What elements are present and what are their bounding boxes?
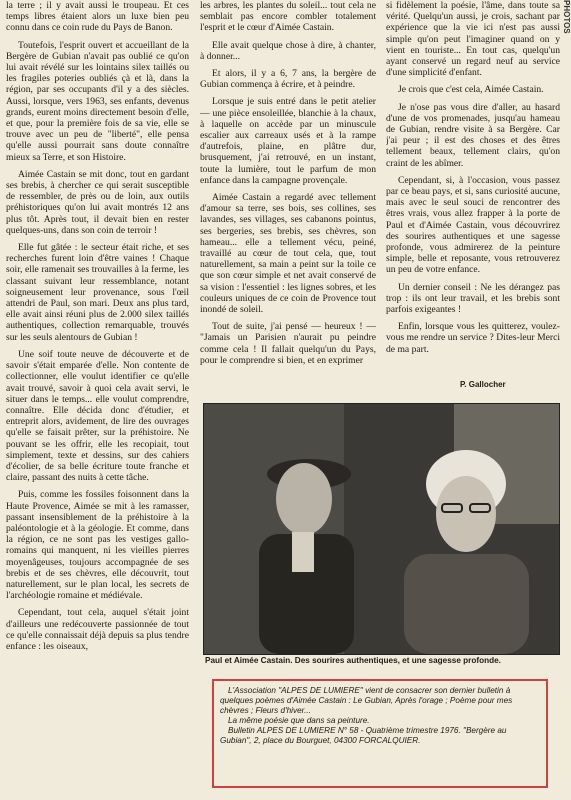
paragraph: Elle avait quelque chose à dire, à chanter, à donner... (200, 39, 376, 62)
paragraph: si fidèlement la poésie, l'âme, dans toute sa vérité. Quelqu'un aussi, je crois, sachant par expérience que la vie ici n'est pas aussi simple qu'on peut l'imaginer quand on y vient en touriste... En tout cas, quelqu'un ayant conservé un regard neuf au service d'une simplicité d'enfant. (386, 0, 560, 79)
paragraph: Enfin, lorsque vous les quitterez, voulez-vous me rendre un service ? Dites-leur Merci de ma part. (386, 321, 560, 355)
paragraph: Elle fut gâtée : le secteur était riche, et ses recherches furent loin d'être vaines ! Chaque soir, elle ramenait ses trouvailles à la ferme, les classant suivant leur ressemblance, notant soigneusement leur provenance, sous l'œil attendri de Paul, son mari. Deux ans plus tard, elle avait ainsi réuni plus de 2.000 silex taillés authentiques, collection remarquable, trouvés sur les seuls alentours de Gubian ! (6, 242, 189, 343)
paragraph: Lorsque je suis entré dans le petit atelier — une pièce ensoleillée, blanchie à la chaux, à laquelle on accède par un minuscule escalier aux carreaux usés et à la rampe d'autrefois, plaine, en plâtre dur, brusquement, j'ai retrouvé, en un instant, toute la lumière, tout le parfum de mon enfance dans la campagne provençale. (200, 96, 376, 186)
article-column-2 (200, 0, 376, 445)
author-signature: P. Gallocher (460, 380, 506, 389)
photo-illustration (204, 404, 559, 654)
paragraph: Un dernier conseil : Ne les dérangez pas trop : ils ont leur travail, et les brebis sont parfois exigeantes ! (386, 281, 560, 316)
paragraph: Aimée Castain a regardé avec tellement d'amour sa terre, ses bois, ses collines, ses lavandes, ses villages, ses cabanons pointus, ses bergeries, ses brebis, ses chèvres, son hameau... elle a tellement vécu, peiné, travaillé au cœur de tout cela, que, tout naturellement, sa main a peint sur la toile ce que son cœur simple et net avait conservé de sa vision : l'essentiel : les lignes sobres, et les couleurs uniques de ce coin de Provence tout inondé de soleil. (200, 192, 376, 316)
paragraph: Puis, comme les fossiles foisonnent dans la Haute Provence, Aimée se mit à les ramasser, passant insensiblement de la préhistoire à la paléontologie et à la géologie. Et comme, dans la région, ce ne sont pas les vestiges gallo-romains qui manquent, ni les vieilles pierres moyenâgeuses, toujours accompagnée de ses brebis et de ses chèvres, elle découvrit, tout naturellement, sur le plan local, les secrets de l'archéologie romaine et médiévale. (6, 489, 189, 602)
photo-caption: Paul et Aimée Castain. Des sourires authentiques, et une sagesse profonde. (205, 656, 501, 665)
notice-line: La même poésie que dans sa peinture. (228, 716, 370, 725)
paragraph: Une soif toute neuve de découverte et de savoir s'était emparée d'elle. Non contente de collectionner, elle voulut identifier ce qu'elle avait trouvé, savoir à quoi cela avait servi, le situer dans le temps... elle voulut comprendre, connaître. Elle décida donc d'étudier, et entreprit alors, avidement, de lire des ouvrages qu'elle se faisait prêter, sur la préhistoire. Ne pouvant se les offrir, elle les recopiait, tout simplement, texte et dessins, sur des cahiers d'écolier, de sa belle écriture toute franche et claire, passant des nuits à cette tâche. (6, 348, 189, 484)
paragraph: Aimée Castain se mit donc, tout en gardant ses brebis, à chercher ce qui serait susceptible de ressembler, de près ou de loin, aux outils préhistoriques qu'on lui avait montrés 12 ans plus tôt. Après tout, il devait bien en rester quelques-uns, dans son coin de terroir ! (6, 168, 189, 236)
paragraph: les arbres, les plantes du soleil... tout cela ne semblait pas encore combler totalement l'esprit et le cœur d'Aimée Castain. (200, 0, 376, 34)
notice-line: Bulletin ALPES DE LUMIERE N° 58 - Quatrième trimestre 1976. "Bergère au Gubian", 2, place du Bourguet, 04300 FORCALQUIER. (220, 726, 507, 745)
paragraph: Cependant, si, à l'occasion, vous passez par ce beau pays, et si, sans curiosité aucune, mais avec le seul souci de rencontrer des êtres vrais, vous allez frapper à la porte de Paul et d'Aimée Castain, vous découvrirez des sourires authentiques et une sagesse profonde, vous admirerez de la peinture simple, belle et reposante, vous retrouverez un peu de votre enfance. (386, 174, 560, 276)
bulletin-notice-box (212, 679, 548, 788)
photo-credit-strip: PHOTOS (562, 0, 571, 34)
portrait-photo (203, 403, 560, 655)
paragraph: Je n'ose pas vous dire d'aller, au hasard d'une de vos promenades, jusqu'au hameau de Gubian, rendre visite à sa Bergère. Car j'ai peur ; il est des choses et des êtres tellement beaux, tellement clairs, qu'on craint de les abîmer. (386, 101, 560, 169)
paragraph: Et alors, il y a 6, 7 ans, la bergère de Gubian commença à écrire, et à peindre. (200, 68, 376, 91)
paragraph: Tout de suite, j'ai pensé — heureux ! — "Jamais un Parisien n'aurait pu peindre comme cela ! Il fallait quelqu'un du Pays, pour le comprendre si bien, et en exprimer (200, 321, 376, 366)
article-column-1 (6, 0, 189, 800)
paragraph: Toutefois, l'esprit ouvert et accueillant de la Bergère de Gubian n'avait pas oublié ce qu'on lui avait révélé sur les lointains silex taillés ou les fragiles poteries oubliés çà et là, dans la région, par ses occupants d'il y a des siècles. Aussi, lorsque, vers 1963, ses enfants, devenus grands, eurent moins directement besoin d'elle, et que, pour la première fois de sa vie, elle se trouve avec un peu de "liberté", elle pensa qu'elle aussi pourrait sans doute connaître mieux sa Terre, et son Histoire. (6, 39, 189, 163)
notice-line: L'Association "ALPES DE LUMIERE" vient de consacrer son dernier bulletin à quelques poèmes d'Aimée Castain : Le Gubian, Après l'orage ; Poème pour mes chèvres ; Fleurs d'hiver... (220, 686, 513, 715)
article-column-3 (386, 0, 560, 400)
paragraph: la terre ; il y avait aussi le troupeau. Et ces temps libres étaient alors un luxe bien peu connu dans ce coin rude du Pays de Banon. (6, 0, 189, 34)
paragraph: Je crois que c'est cela, Aimée Castain. (398, 84, 544, 96)
paragraph: Cependant, tout cela, auquel s'était joint d'ailleurs une redécouverte passionnée de tout ce qu'elle connaissait déjà depuis sa plus tendre enfance : les oiseaux, (6, 607, 189, 652)
